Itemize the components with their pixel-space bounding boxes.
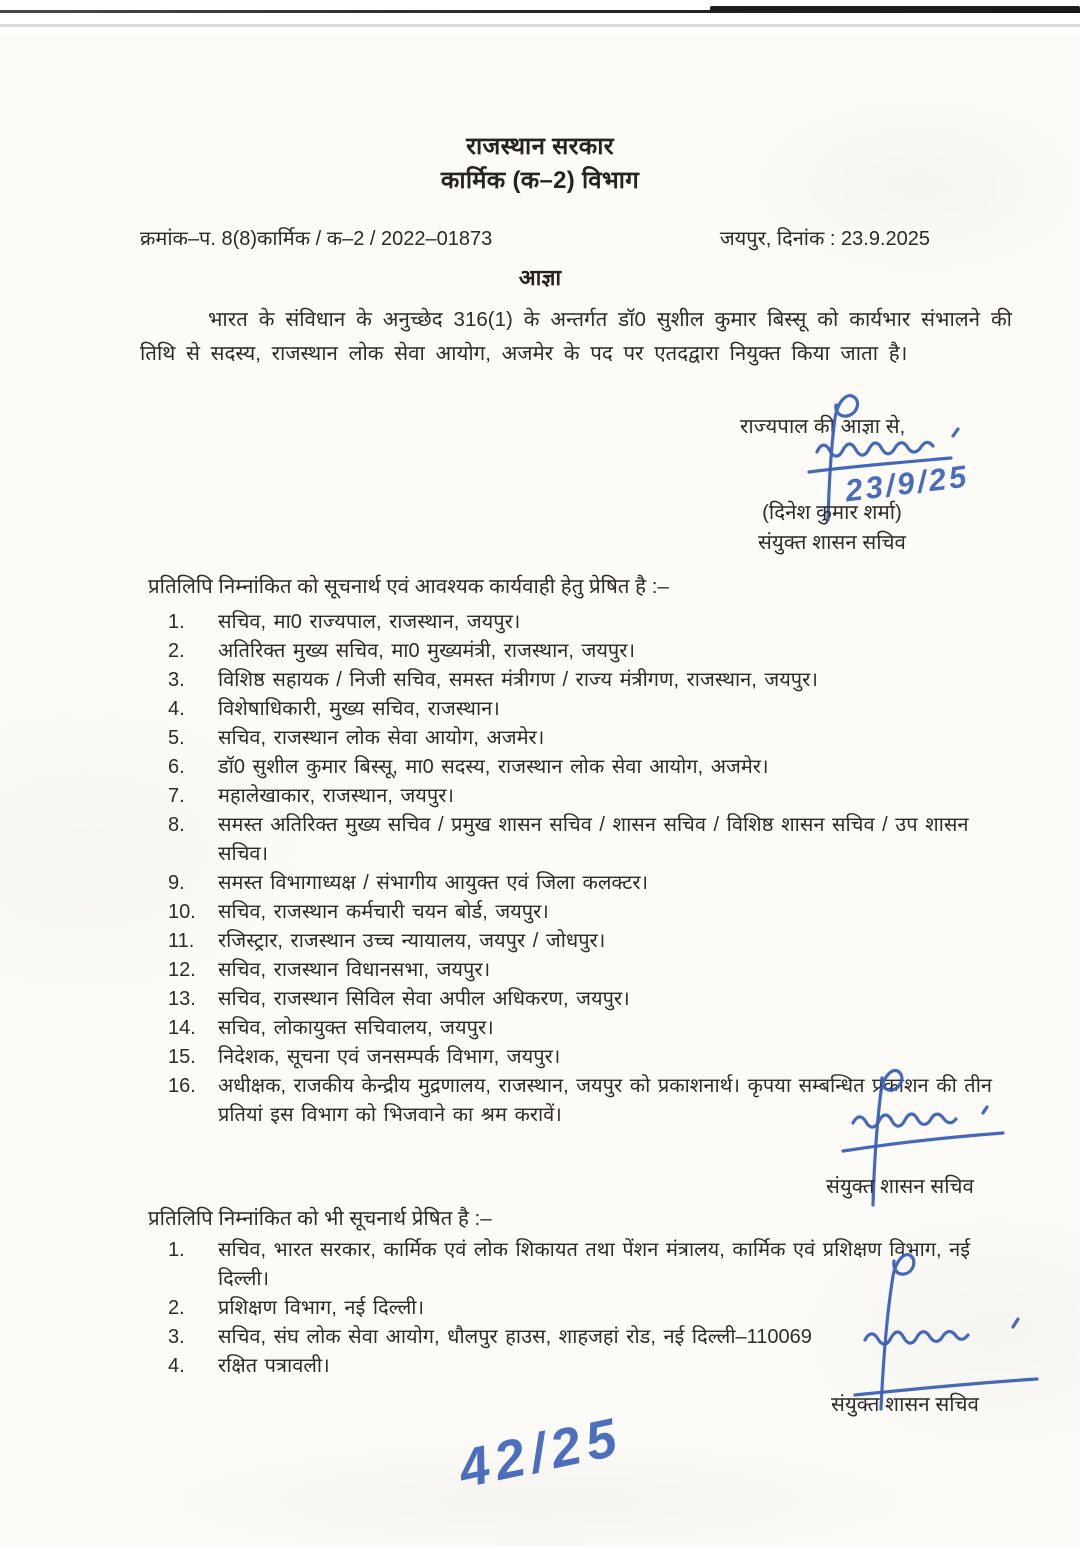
list-item-number: 9. bbox=[168, 872, 185, 894]
copy-list-2 bbox=[168, 1236, 1014, 1381]
list-item-number: 8. bbox=[168, 814, 185, 836]
list-item-text: निदेशक, सूचना एवं जनसम्पर्क विभाग, जयपुर। bbox=[218, 1046, 561, 1068]
list-item-number: 3. bbox=[168, 1326, 185, 1348]
list-item-number: 3. bbox=[168, 669, 185, 691]
document-header bbox=[0, 130, 1080, 198]
list-item bbox=[168, 1323, 1014, 1352]
list-item-number: 1. bbox=[168, 611, 185, 633]
list-item-number: 2. bbox=[168, 640, 185, 662]
reference-row bbox=[140, 224, 930, 251]
list-item-text: सचिव, संघ लोक सेवा आयोग, धौलपुर हाउस, शाहजहां रोड, नई दिल्ली–110069 bbox=[218, 1326, 812, 1348]
list-item-number: 6. bbox=[168, 756, 185, 778]
list-item bbox=[168, 985, 1014, 1014]
list-item-number: 2. bbox=[168, 1297, 185, 1319]
list-item-number: 12. bbox=[168, 959, 196, 981]
place-and-date: जयपुर, दिनांक : 23.9.2025 bbox=[719, 228, 930, 250]
list-item-number: 4. bbox=[168, 698, 185, 720]
list-item-text: समस्त अतिरिक्त मुख्य सचिव / प्रमुख शासन सचिव / शासन सचिव / विशिष्ठ शासन सचिव / उप शासन सचिव। bbox=[218, 814, 969, 865]
list-item bbox=[168, 956, 1014, 985]
list-item-text: सचिव, राजस्थान कर्मचारी चयन बोर्ड, जयपुर। bbox=[218, 901, 549, 923]
list-item-text: सचिव, राजस्थान सिविल सेवा अपील अधिकरण, जयपुर। bbox=[218, 988, 630, 1010]
copy-list-2-intro: प्रतिलिपि निम्नांकित को भी सूचनार्थ प्रेषित है :– bbox=[148, 1207, 492, 1230]
list-item bbox=[168, 1072, 1014, 1130]
signature-2-designation: संयुक्त शासन सचिव bbox=[826, 1175, 974, 1198]
list-item bbox=[168, 1014, 1014, 1043]
list-item-text: रजिस्ट्रार, राजस्थान उच्च न्यायालय, जयपुर / जोधपुर। bbox=[218, 930, 606, 952]
signature-3-designation: संयुक्त शासन सचिव bbox=[831, 1393, 979, 1416]
list-item-text: अधीक्षक, राजकीय केन्द्रीय मुद्रणालय, राजस्थान, जयपुर को प्रकाशनार्थ। कृपया सम्बन्धित प्रकाशन की तीन प्रतियां इस विभाग को भिजवाने का श्रम करावें। bbox=[218, 1075, 992, 1126]
list-item bbox=[168, 1352, 1014, 1381]
list-item bbox=[168, 753, 1014, 782]
list-item bbox=[168, 666, 1014, 695]
list-item bbox=[168, 608, 1014, 637]
list-item bbox=[168, 927, 1014, 956]
order-body-paragraph: भारत के संविधान के अनुच्छेद 316(1) के अन्तर्गत डॉ0 सुशील कुमार बिस्सू को कार्यभार संभालने की तिथि से सदस्य, राजस्थान लोक सेवा आयोग, अजमेर के पद पर एतदद्वारा नियुक्त किया जाता है। bbox=[140, 308, 1012, 365]
list-item-number: 15. bbox=[168, 1046, 196, 1068]
list-item-number: 14. bbox=[168, 1017, 196, 1039]
scan-edge-shadow bbox=[0, 24, 1080, 27]
list-item-text: सचिव, मा0 राज्यपाल, राजस्थान, जयपुर। bbox=[218, 611, 521, 633]
list-item bbox=[168, 1043, 1014, 1072]
list-item-number: 4. bbox=[168, 1355, 185, 1377]
list-item-text: विशेषाधिकारी, मुख्य सचिव, राजस्थान। bbox=[218, 698, 500, 720]
handwritten-date: 23/9/25 bbox=[843, 458, 972, 509]
list-item-number: 11. bbox=[168, 930, 195, 952]
list-item bbox=[168, 637, 1014, 666]
government-name: राजस्थान सरकार bbox=[466, 133, 614, 160]
copy-list-1 bbox=[168, 608, 1014, 1130]
list-item-number: 1. bbox=[168, 1239, 185, 1261]
scan-top-edge bbox=[0, 0, 1080, 34]
list-item-number: 5. bbox=[168, 727, 185, 749]
list-item-text: सचिव, भारत सरकार, कार्मिक एवं लोक शिकायत तथा पेंशन मंत्रालय, कार्मिक एवं प्रशिक्षण विभाग, नई दिल्ली। bbox=[218, 1239, 971, 1290]
list-item-text: समस्त विभागाध्यक्ष / संभागीय आयुक्त एवं जिला कलक्टर। bbox=[218, 872, 649, 894]
list-item-text: सचिव, राजस्थान विधानसभा, जयपुर। bbox=[218, 959, 491, 981]
list-item-text: प्रशिक्षण विभाग, नई दिल्ली। bbox=[218, 1297, 425, 1319]
department-name: कार्मिक (क–2) विभाग bbox=[440, 167, 640, 194]
list-item bbox=[168, 695, 1014, 724]
signatory-designation: संयुक्त शासन सचिव bbox=[758, 531, 906, 554]
list-item bbox=[168, 869, 1014, 898]
scan-edge-line-right bbox=[710, 6, 1080, 11]
list-item-number: 13. bbox=[168, 988, 196, 1010]
signatory-name: (दिनेश कुमार शर्मा) bbox=[762, 501, 902, 524]
list-item bbox=[168, 1236, 1014, 1294]
copy-list-1-intro: प्रतिलिपि निम्नांकित को सूचनार्थ एवं आवश्यक कार्यवाही हेतु प्रेषित है :– bbox=[148, 575, 669, 598]
list-item-text: विशिष्ठ सहायक / निजी सचिव, समस्त मंत्रीगण / राज्य मंत्रीगण, राजस्थान, जयपुर। bbox=[218, 669, 818, 691]
list-item bbox=[168, 898, 1014, 927]
list-item-number: 16. bbox=[168, 1075, 196, 1097]
list-item-number: 10. bbox=[168, 901, 196, 923]
list-item bbox=[168, 782, 1014, 811]
list-item bbox=[168, 724, 1014, 753]
order-title: आज्ञा bbox=[518, 265, 562, 290]
list-item bbox=[168, 811, 1014, 869]
list-item-text: सचिव, राजस्थान लोक सेवा आयोग, अजमेर। bbox=[218, 727, 545, 749]
list-item bbox=[168, 1294, 1014, 1323]
list-item-text: महालेखाकार, राजस्थान, जयपुर। bbox=[218, 785, 455, 807]
by-order-line: राज्यपाल की आज्ञा से, bbox=[740, 415, 906, 438]
reference-number: क्रमांक–प. 8(8)कार्मिक / क–2 / 2022–01873 bbox=[140, 228, 493, 250]
list-item-text: अतिरिक्त मुख्य सचिव, मा0 मुख्यमंत्री, राजस्थान, जयपुर। bbox=[218, 640, 636, 662]
list-item-text: रक्षित पत्रावली। bbox=[218, 1355, 330, 1377]
list-item-text: डॉ0 सुशील कुमार बिस्सू, मा0 सदस्य, राजस्थान लोक सेवा आयोग, अजमेर। bbox=[218, 756, 769, 778]
list-item-number: 7. bbox=[168, 785, 185, 807]
page-number-handwritten: 42/25 bbox=[453, 1406, 628, 1500]
list-item-text: सचिव, लोकायुक्त सचिवालय, जयपुर। bbox=[218, 1017, 494, 1039]
